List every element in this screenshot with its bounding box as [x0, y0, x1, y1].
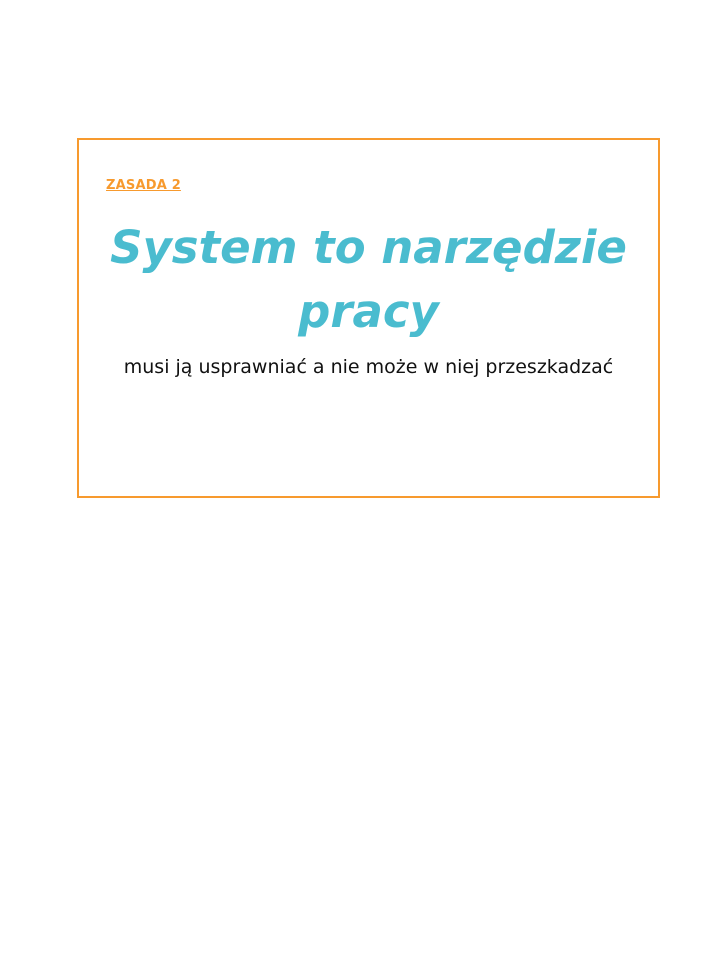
principle-title — [79, 216, 658, 344]
principle-number-label: ZASADA 2 — [106, 178, 181, 193]
principle-title-line-2: pracy — [298, 285, 439, 338]
principle-card — [77, 138, 660, 498]
principle-title-line-1: System to narzędzie — [110, 221, 627, 274]
principle-subtitle: musi ją usprawniać a nie może w niej przeszkadzać — [123, 356, 614, 378]
